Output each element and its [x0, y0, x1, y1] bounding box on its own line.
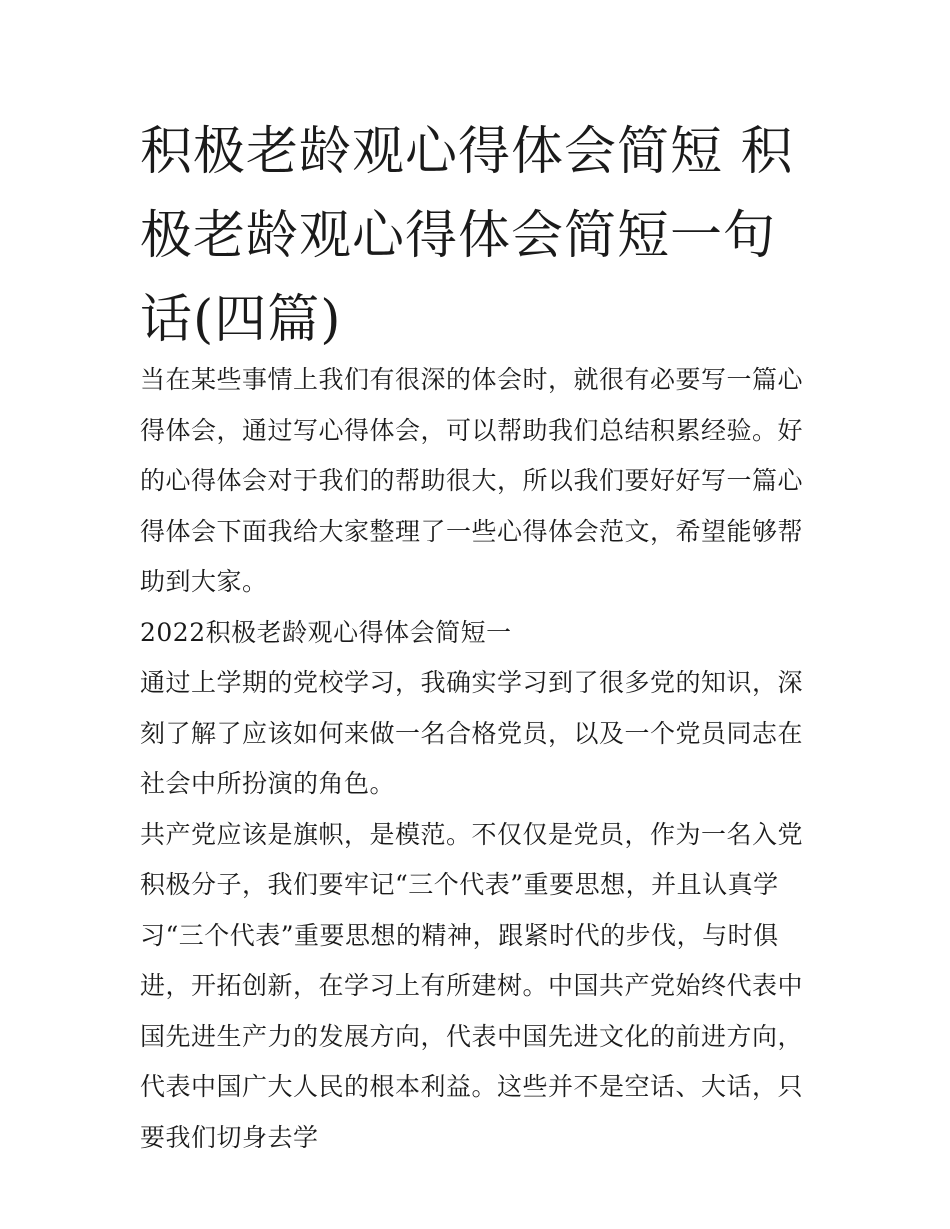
document-title: 积极老龄观心得体会简短 积极老龄观心得体会简短一句话(四篇)	[140, 122, 794, 350]
document-body	[140, 355, 820, 1163]
section-heading: 2022积极老龄观心得体会简短一	[140, 617, 512, 647]
body-paragraph-2: 共产党应该是旗帜，是模范。不仅仅是党员，作为一名入党积极分子，我们要牢记“三个代表”重要思想，并且认真学习“三个代表”重要思想的精神，跟紧时代的步伐，与时俱进，开拓创新，在学习上有所建树。中国共产党始终代表中国先进生产力的发展方向，代表中国先进文化的前进方向，代表中国广大人民的根本利益。这些并不是空话、大话，只要我们切身去学	[140, 819, 804, 1152]
body-paragraph-1: 通过上学期的党校学习，我确实学习到了很多党的知识，深刻了解了应该如何来做一名合格党员，以及一个党员同志在社会中所扮演的角色。	[140, 668, 804, 798]
intro-paragraph: 当在某些事情上我们有很深的体会时，就很有必要写一篇心得体会，通过写心得体会，可以帮助我们总结积累经验。好的心得体会对于我们的帮助很大，所以我们要好好写一篇心得体会下面我给大家整理了一些心得体会范文，希望能够帮助到大家。	[140, 365, 804, 596]
